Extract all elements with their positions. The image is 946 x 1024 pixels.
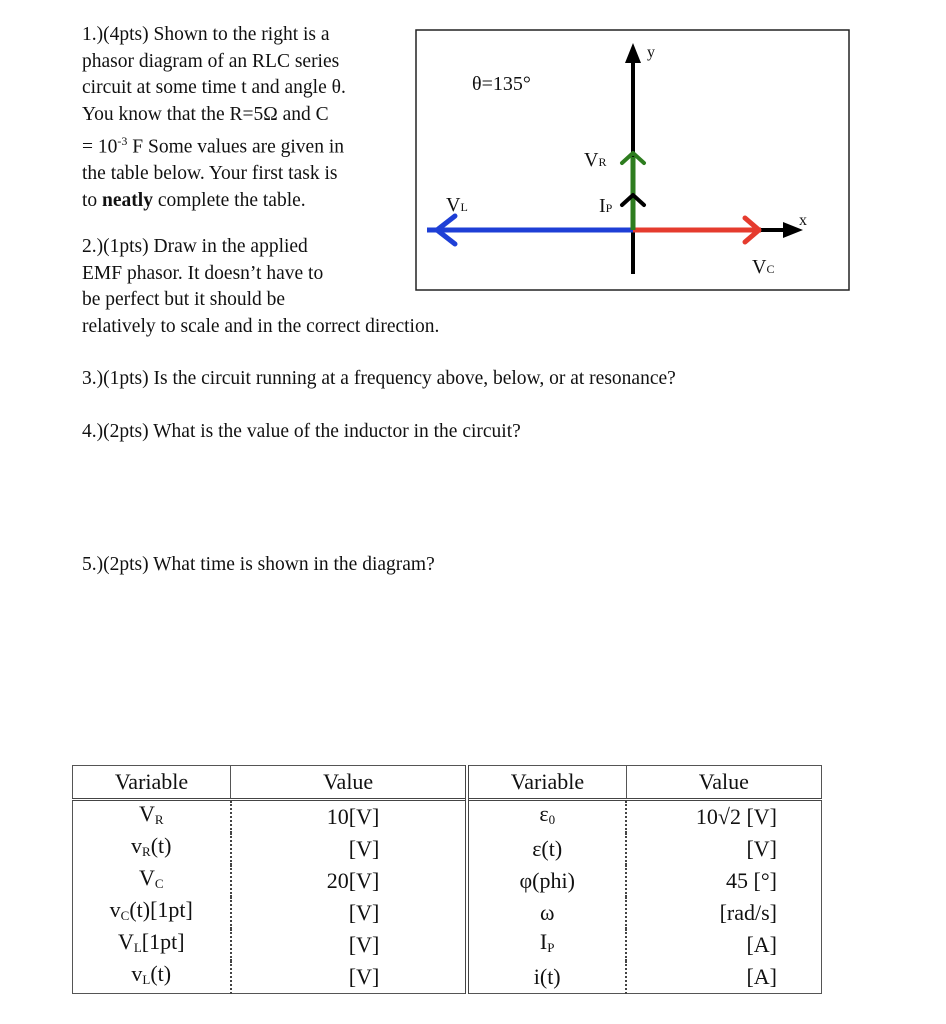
var-symbol: V [138,865,155,890]
vc-label-sub: C [766,262,775,276]
q1-line-5-rest: F Some values are given in [127,136,344,158]
value-text: [V] [746,836,777,861]
var-symbol: v [131,833,143,858]
value-cell [626,865,821,897]
value-cell [231,800,468,834]
value-cell [626,800,821,834]
q2-line-3: be perfect but it should be [82,289,286,310]
value-text: [rad/s] [719,900,777,925]
value-text: [A] [746,932,777,957]
q1-line-4: You know that the R=5Ω and C [82,103,329,125]
value-text: [V] [348,932,380,957]
vc-label [752,256,774,278]
value-text: [A] [746,964,777,989]
var-suffix: (t) [150,833,172,858]
var-symbol: v [109,897,121,922]
var-suffix: (t) [150,961,172,986]
variable-cell [467,929,626,961]
y-axis-label: y [647,44,655,61]
table-row [73,865,822,897]
vl-label [446,194,468,216]
var-suffix: [1pt] [141,929,185,954]
variable-cell [467,800,626,834]
var-subscript: L [133,940,142,955]
vl-label-sub: L [460,200,468,214]
value-text: 20[V] [326,868,380,893]
var-subscript: C [154,876,164,891]
angle-label: θ=135° [472,73,531,95]
value-text: 10√2 [V] [695,804,777,829]
var-symbol: i(t) [533,964,561,989]
var-subscript: P [547,940,555,955]
value-text: [V] [348,900,380,925]
table-row [73,897,822,929]
table-row [73,961,822,994]
header-variable-1: Variable [73,766,231,800]
q1-line-2: phasor diagram of an RLC series [82,50,340,72]
q2-line-4: relatively to scale and in the correct direction. [82,315,440,337]
value-cell [231,961,468,994]
table-row [73,833,822,865]
q1-line-3: circuit at some time t and angle θ. [82,77,346,99]
var-symbol: V [138,801,155,826]
var-subscript: R [154,812,164,827]
q1-c-exponent: -3 [117,134,128,149]
question-2 [82,234,439,340]
ip-label [599,195,613,217]
variable-cell [73,865,231,897]
var-symbol: ε [539,801,549,826]
question-5: 5.)(2pts) What time is shown in the diagram? [82,554,435,575]
value-text: [V] [348,836,380,861]
variable-cell [73,800,231,834]
value-cell [231,865,468,897]
value-text: [V] [348,964,380,989]
value-text: 45 [°] [726,868,777,893]
q1-line-6: the table below. Your first task is [82,163,338,185]
var-symbol: ε(t) [532,836,563,861]
x-axis-label: x [799,212,807,229]
q1-line-5 [82,128,402,161]
header-value-1: Value [231,766,468,800]
q1-line-7 [82,188,402,215]
ip-label-main: I [599,195,606,217]
q1-c-value: = 10 [82,136,118,158]
table-row [73,929,822,961]
vr-label-sub: R [598,155,607,169]
var-symbol: I [539,929,548,954]
header-value-2: Value [626,766,821,800]
variable-cell [73,897,231,929]
vr-label [584,149,606,171]
vc-label-main: V [752,256,767,278]
var-suffix: (t)[1pt] [129,897,193,922]
header-variable-2: Variable [467,766,626,800]
var-symbol: ω [539,900,555,925]
question-3: 3.)(1pts) Is the circuit running at a frequency above, below, or at resonance? [82,368,676,389]
var-symbol: V [117,929,134,954]
value-cell [231,929,468,961]
var-subscript: L [142,972,151,987]
variable-cell [73,833,231,865]
value-cell [626,897,821,929]
value-cell [626,929,821,961]
value-cell [231,833,468,865]
table-header-row [73,766,822,800]
value-cell [626,833,821,865]
value-cell [231,897,468,929]
vl-label-main: V [446,194,461,216]
q1-line-1: 1.)(4pts) Shown to the right is a [82,24,330,45]
table-row [73,800,822,834]
variable-cell [467,897,626,929]
phasor-diagram [415,29,851,292]
q1-emphasis-neatly: neatly [102,190,153,212]
q2-line-1: 2.)(1pts) Draw in the applied [82,236,308,257]
variable-cell [73,961,231,994]
q1-line-7-end: complete the table. [152,190,306,212]
var-symbol: φ(phi) [519,868,575,893]
var-subscript: C [120,908,130,923]
variable-cell [73,929,231,961]
variable-cell [467,961,626,994]
vr-label-main: V [584,149,599,171]
value-text: 10[V] [326,804,380,829]
y-axis-arrowhead [625,43,641,63]
variable-cell [467,833,626,865]
var-subscript: R [142,844,151,859]
ip-label-sub: P [605,201,613,215]
q1-line-7-start: to [82,190,103,212]
values-table [72,765,822,994]
var-symbol: v [131,961,143,986]
q2-line-2: EMF phasor. It doesn’t have to [82,262,324,284]
value-cell [626,961,821,994]
variable-cell [467,865,626,897]
var-subscript: 0 [548,812,556,827]
question-1 [82,22,402,215]
question-4: 4.)(2pts) What is the value of the inductor in the circuit? [82,421,521,442]
